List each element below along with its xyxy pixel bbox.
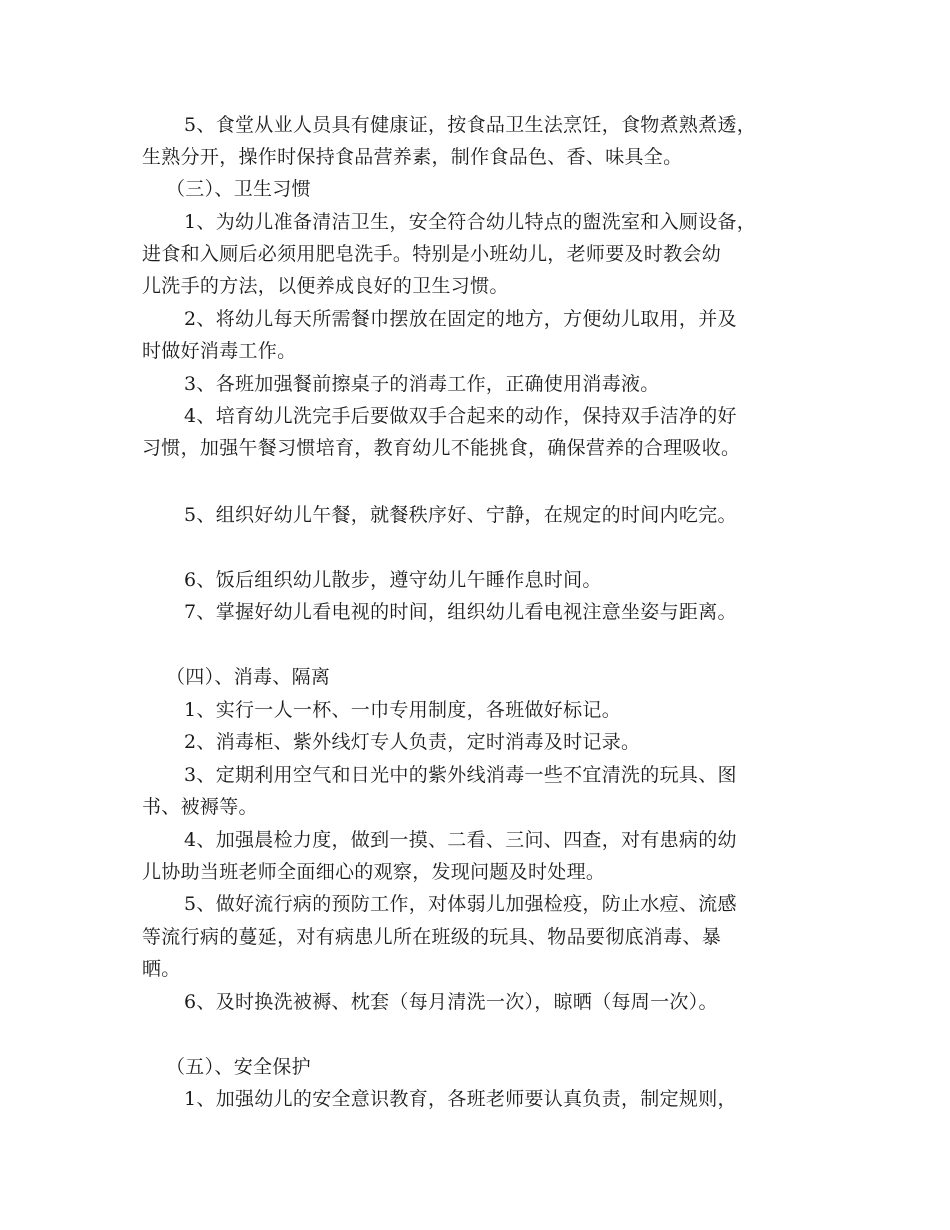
paragraph-line: 3、各班加强餐前擦桌子的消毒工作，正确使用消毒液。: [184, 373, 660, 395]
section-heading: （五）、安全保护: [166, 1056, 311, 1078]
paragraph-line: 书、被褥等。: [142, 796, 258, 818]
paragraph-line: 习惯，加强午餐习惯培育，教育幼儿不能挑食，确保营养的合理吸收。: [142, 437, 741, 459]
paragraph-line: 5、组织好幼儿午餐，就餐秩序好、宁静，在规定的时间内吃完。: [184, 504, 737, 526]
paragraph-line: 晒。: [142, 958, 181, 980]
section-heading: （三）、卫生习惯: [166, 178, 311, 200]
paragraph-line: 时做好消毒工作。: [142, 340, 297, 362]
paragraph-line: 3、定期利用空气和日光中的紫外线消毒一些不宜清洗的玩具、图: [184, 764, 737, 786]
paragraph-line: 儿洗手的方法，以便养成良好的卫生习惯。: [142, 275, 509, 297]
paragraph-line: 1、加强幼儿的安全意识教育，各班老师要认真负责，制定规则，: [184, 1088, 737, 1110]
paragraph-line: 5、做好流行病的预防工作，对体弱儿加强检疫，防止水痘、流感: [184, 893, 737, 915]
paragraph-line: 4、培育幼儿洗完手后要做双手合起来的动作，保持双手洁净的好: [184, 405, 737, 427]
paragraph-line: 4、加强晨检力度，做到一摸、二看、三问、四查，对有患病的幼: [184, 829, 737, 851]
paragraph-line: 等流行病的蔓延，对有病患儿所在班级的玩具、物品要彻底消毒、暴: [142, 926, 722, 948]
paragraph-line: 6、饭后组织幼儿散步，遵守幼儿午睡作息时间。: [184, 569, 602, 591]
paragraph-line: 2、消毒柜、紫外线灯专人负责，定时消毒及时记录。: [184, 731, 641, 753]
paragraph-line: 2、将幼儿每天所需餐巾摆放在固定的地方，方便幼儿取用，并及: [184, 308, 737, 330]
paragraph-line: 生熟分开，操作时保持食品营养素，制作食品色、香、味具全。: [142, 146, 683, 168]
paragraph-line: 1、实行一人一杯、一巾专用制度，各班做好标记。: [184, 699, 621, 721]
paragraph-line: 5、食堂从业人员具有健康证，按食品卫生法烹饪，食物煮熟煮透，: [184, 114, 757, 136]
paragraph-line: 1、为幼儿准备清洁卫生，安全符合幼儿特点的盥洗室和入厕设备，: [184, 211, 757, 233]
section-heading: （四）、消毒、隔离: [166, 666, 331, 688]
paragraph-line: 7、掌握好幼儿看电视的时间，组织幼儿看电视注意坐姿与距离。: [184, 601, 737, 623]
paragraph-line: 进食和入厕后必须用肥皂洗手。特别是小班幼儿，老师要及时教会幼: [142, 243, 722, 265]
paragraph-line: 6、及时换洗被褥、枕套（每月清洗一次），晾晒（每周一次）。: [184, 991, 718, 1013]
paragraph-line: 儿协助当班老师全面细心的观察，发现问题及时处理。: [142, 861, 606, 883]
